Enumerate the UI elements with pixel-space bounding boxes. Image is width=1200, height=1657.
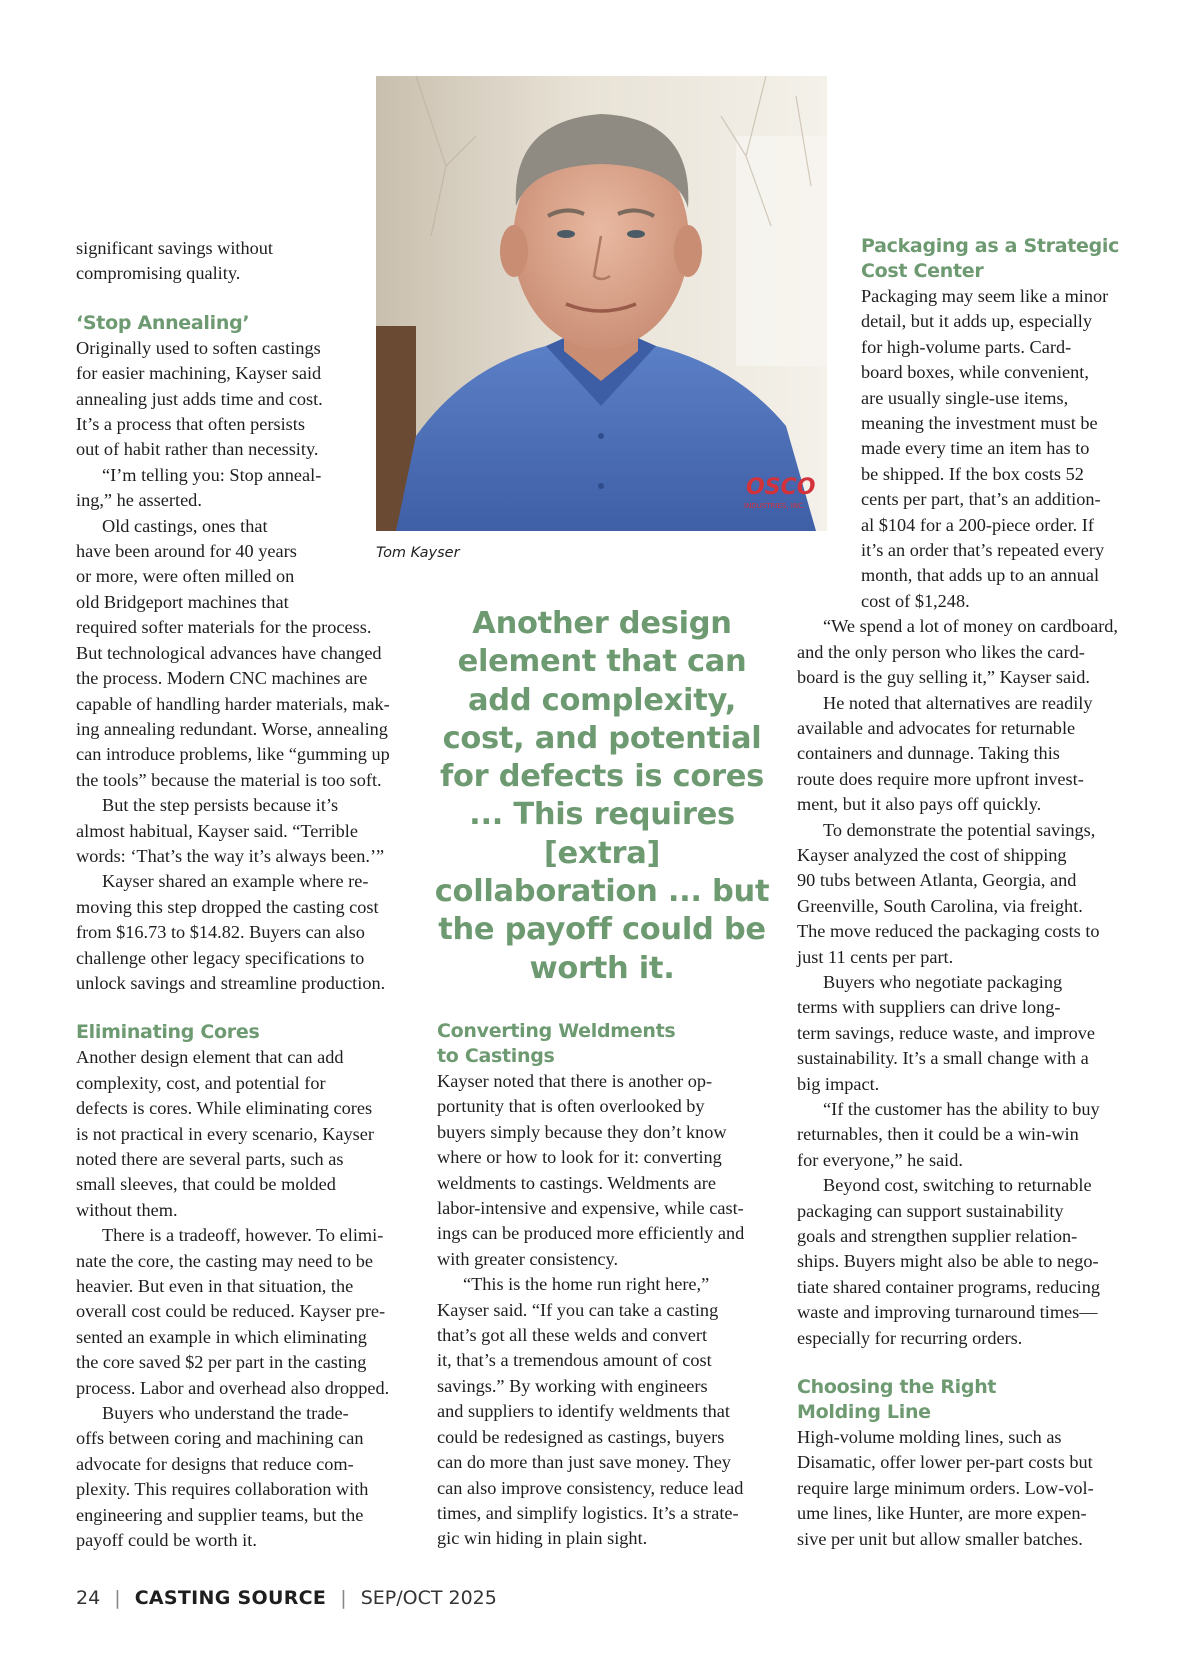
heading-line: Choosing the Right bbox=[797, 1376, 997, 1399]
page-footer bbox=[76, 1587, 497, 1609]
text-line: 90 tubs between Atlanta, Georgia, and bbox=[797, 870, 1077, 891]
text-line: board boxes, while convenient, bbox=[861, 362, 1089, 383]
text-line: “This is the home run right here,” bbox=[463, 1274, 710, 1295]
text-line: can introduce problems, like “gumming up bbox=[76, 744, 390, 765]
text-line: without them. bbox=[76, 1199, 178, 1220]
text-line: nate the core, the casting may need to be bbox=[76, 1250, 373, 1271]
text-line: could be redesigned as castings, buyers bbox=[437, 1426, 725, 1447]
text-line: The move reduced the packaging costs to bbox=[797, 921, 1100, 942]
text-line: To demonstrate the potential savings, bbox=[823, 819, 1096, 840]
intro-text bbox=[76, 236, 406, 287]
text-line: payoff could be worth it. bbox=[76, 1530, 257, 1551]
text-line: for high-volume parts. Card- bbox=[861, 336, 1072, 357]
text-line: Kayser noted that there is another op- bbox=[437, 1071, 713, 1091]
text-line: There is a tradeoff, however. To elimi- bbox=[102, 1225, 384, 1246]
paragraph bbox=[76, 514, 406, 616]
text-line: unlock savings and streamline production. bbox=[76, 972, 386, 993]
text-line: term savings, reduce waste, and improve bbox=[797, 1022, 1095, 1043]
text-line: goals and strengthen supplier relation- bbox=[797, 1226, 1078, 1247]
heading-line: Converting Weldments bbox=[437, 1020, 676, 1042]
paragraph bbox=[797, 1097, 1127, 1173]
issue-date: SEP/OCT 2025 bbox=[360, 1587, 497, 1609]
paragraph bbox=[797, 691, 1127, 818]
portrait-photo bbox=[376, 76, 827, 531]
text-line: moving this step dropped the casting cost bbox=[76, 896, 379, 917]
text-line: for easier machining, Kayser said bbox=[76, 363, 322, 384]
text-line: heavier. But even in that situation, the bbox=[76, 1276, 354, 1297]
text-line: or more, were often milled on bbox=[76, 566, 295, 587]
text-line: engineering and supplier teams, but the bbox=[76, 1504, 364, 1525]
text-line: available and advocates for returnable bbox=[797, 717, 1076, 738]
pull-quote: Another design element that can add complexity, cost, and potential for defects is cores ... This requires [extra] collaboration ... but the payoff could be worth it. bbox=[434, 606, 770, 986]
publication-name: CASTING SOURCE bbox=[134, 1587, 327, 1609]
text-line: ume lines, like Hunter, are more expen- bbox=[797, 1503, 1087, 1524]
text-line: But technological advances have changed bbox=[76, 642, 382, 663]
paragraph bbox=[76, 793, 406, 869]
text-line: savings.” By working with engineers bbox=[437, 1375, 708, 1396]
text-line: significant savings without bbox=[76, 238, 274, 258]
heading-line: Packaging as a Strategic bbox=[861, 235, 1120, 257]
text-line: Packaging may seem like a minor bbox=[861, 286, 1109, 306]
text-line: weldments to castings. Weldments are bbox=[437, 1172, 716, 1193]
text-line: words: ‘That’s the way it’s always been.’” bbox=[76, 845, 385, 866]
shirt-logo: OSCO bbox=[746, 475, 816, 500]
text-line: ing annealing redundant. Worse, annealing bbox=[76, 718, 388, 739]
text-line: ment, but it also pays off quickly. bbox=[797, 794, 1042, 815]
heading-line: Cost Center bbox=[861, 260, 984, 282]
text-line: overall cost could be reduced. Kayser pre- bbox=[76, 1301, 386, 1322]
text-line: waste and improving turnaround times— bbox=[797, 1302, 1098, 1323]
text-line: can also improve consistency, reduce lead bbox=[437, 1477, 744, 1498]
text-line: detail, but it adds up, especially bbox=[861, 311, 1092, 332]
text-line: are usually single-use items, bbox=[861, 387, 1069, 408]
text-line: especially for recurring orders. bbox=[797, 1327, 1023, 1348]
section-heading-eliminating-cores: Eliminating Cores bbox=[76, 1021, 260, 1044]
text-line: the process. Modern CNC machines are bbox=[76, 668, 368, 689]
photo-caption: Tom Kayser bbox=[376, 545, 460, 561]
paragraph bbox=[76, 1045, 406, 1223]
text-line: Old castings, ones that bbox=[102, 515, 268, 536]
text-line: returnables, then it could be a win-win bbox=[797, 1124, 1079, 1145]
text-line: big impact. bbox=[797, 1073, 880, 1094]
text-line: Kayser shared an example where re- bbox=[102, 871, 369, 892]
text-line: It’s a process that often persists bbox=[76, 414, 305, 435]
text-line: for everyone,” he said. bbox=[797, 1149, 963, 1170]
text-line: just 11 cents per part. bbox=[797, 946, 954, 967]
text-line: ings can be produced more efficiently and bbox=[437, 1223, 745, 1244]
paragraph bbox=[76, 615, 406, 793]
text-line: Buyers who negotiate packaging bbox=[823, 971, 1063, 992]
text-line: month, that adds up to an annual bbox=[861, 565, 1100, 586]
text-line: gic win hiding in plain sight. bbox=[437, 1528, 648, 1549]
text-line: containers and dunnage. Taking this bbox=[797, 743, 1060, 764]
text-line: He noted that alternatives are readily bbox=[823, 692, 1093, 713]
shirt-logo-sub: INDUSTRIES, INC. bbox=[744, 502, 806, 510]
paragraph bbox=[437, 1069, 767, 1272]
text-line: labor-intensive and expensive, while cast- bbox=[437, 1198, 744, 1219]
text-line: route does require more upfront invest- bbox=[797, 768, 1084, 789]
text-line: board is the guy selling it,” Kayser said. bbox=[797, 667, 1090, 688]
text-line: “We spend a lot of money on cardboard, bbox=[823, 616, 1118, 637]
paragraph bbox=[76, 1223, 406, 1401]
heading-line: Molding Line bbox=[797, 1401, 931, 1424]
text-line: offs between coring and machining can bbox=[76, 1428, 364, 1449]
text-line: sustainability. It’s a small change with a bbox=[797, 1048, 1089, 1069]
text-line: ing,” he asserted. bbox=[76, 490, 202, 511]
text-line: tiate shared container programs, reducing bbox=[797, 1276, 1101, 1297]
footer-separator: | bbox=[114, 1587, 121, 1609]
text-line: old Bridgeport machines that bbox=[76, 591, 289, 612]
text-line: it, that’s a tremendous amount of cost bbox=[437, 1350, 712, 1371]
text-line: that’s got all these welds and convert bbox=[437, 1325, 708, 1346]
text-line: challenge other legacy specifications to bbox=[76, 947, 365, 968]
text-line: Another design element that can add bbox=[76, 1047, 344, 1068]
text-line: almost habitual, Kayser said. “Terrible bbox=[76, 820, 358, 841]
section-heading-stop-annealing: ‘Stop Annealing’ bbox=[76, 311, 250, 334]
text-line: portunity that is often overlooked by bbox=[437, 1096, 705, 1117]
text-line: it’s an order that’s repeated every bbox=[861, 540, 1105, 561]
column-middle bbox=[437, 1019, 767, 1552]
paragraph bbox=[76, 463, 406, 514]
text-line: and the only person who likes the card- bbox=[797, 641, 1085, 662]
text-line: process. Labor and overhead also dropped. bbox=[76, 1377, 390, 1398]
text-line: from $16.73 to $14.82. Buyers can also bbox=[76, 922, 365, 943]
text-line: Originally used to soften castings bbox=[76, 337, 321, 358]
text-line: complexity, cost, and potential for bbox=[76, 1072, 326, 1093]
section-heading-converting-weldments bbox=[437, 1019, 767, 1069]
text-line: defects is cores. While eliminating cores bbox=[76, 1098, 373, 1119]
page-number: 24 bbox=[76, 1587, 101, 1609]
paragraph bbox=[76, 869, 406, 996]
text-line: But the step persists because it’s bbox=[102, 795, 339, 816]
text-line: “I’m telling you: Stop anneal- bbox=[102, 464, 322, 485]
paragraph bbox=[76, 336, 406, 463]
paragraph bbox=[797, 818, 1127, 970]
text-line: is not practical in every scenario, Kayser bbox=[76, 1123, 374, 1144]
text-line: annealing just adds time and cost. bbox=[76, 388, 323, 409]
text-line: required softer materials for the process. bbox=[76, 617, 372, 638]
text-line: “If the customer has the ability to buy bbox=[823, 1099, 1100, 1119]
text-line: plexity. This requires collaboration with bbox=[76, 1479, 369, 1500]
text-line: buyers simply because they don’t know bbox=[437, 1121, 727, 1142]
text-line: sive per unit but allow smaller batches. bbox=[797, 1528, 1083, 1549]
text-line: Kayser analyzed the cost of shipping bbox=[797, 844, 1067, 865]
text-line: Beyond cost, switching to returnable bbox=[823, 1175, 1092, 1196]
text-line: require large minimum orders. Low-vol- bbox=[797, 1477, 1094, 1498]
text-line: High-volume molding lines, such as bbox=[797, 1427, 1062, 1448]
text-line: small sleeves, that could be molded bbox=[76, 1174, 336, 1195]
text-line: Disamatic, offer lower per-part costs but bbox=[797, 1452, 1093, 1473]
text-line: can do more than just save money. They bbox=[437, 1452, 731, 1473]
text-line: made every time an item has to bbox=[861, 438, 1090, 459]
text-line: with greater consistency. bbox=[437, 1248, 619, 1269]
paragraph bbox=[797, 1173, 1127, 1351]
text-line: and suppliers to identify weldments that bbox=[437, 1401, 730, 1422]
text-line: where or how to look for it: converting bbox=[437, 1147, 722, 1168]
text-line: Kayser said. “If you can take a casting bbox=[437, 1299, 719, 1320]
text-line: cost of $1,248. bbox=[861, 590, 970, 611]
text-line: be shipped. If the box costs 52 bbox=[861, 463, 1084, 484]
paragraph bbox=[797, 970, 1127, 1097]
column-right bbox=[797, 234, 1127, 1552]
text-line: compromising quality. bbox=[76, 263, 241, 284]
text-line: advocate for designs that reduce com- bbox=[76, 1453, 354, 1474]
heading-line: to Castings bbox=[437, 1045, 555, 1067]
text-line: the core saved $2 per part in the casting bbox=[76, 1352, 367, 1373]
section-heading-packaging bbox=[861, 234, 1127, 284]
text-line: cents per part, that’s an addition- bbox=[861, 489, 1101, 510]
paragraph bbox=[861, 284, 1127, 614]
text-line: noted there are several parts, such as bbox=[76, 1149, 344, 1169]
text-line: capable of handling harder materials, mak- bbox=[76, 693, 390, 714]
text-line: the tools” because the material is too soft. bbox=[76, 769, 382, 790]
text-line: have been around for 40 years bbox=[76, 541, 297, 562]
paragraph bbox=[437, 1272, 767, 1551]
text-line: Greenville, South Carolina, via freight. bbox=[797, 895, 1083, 916]
paragraph bbox=[797, 614, 1127, 690]
text-line: times, and simplify logistics. It’s a strate- bbox=[437, 1502, 739, 1523]
text-line: al $104 for a 200-piece order. If bbox=[861, 514, 1094, 535]
section-heading-molding-line bbox=[797, 1375, 1127, 1425]
paragraph bbox=[76, 1401, 406, 1553]
text-line: out of habit rather than necessity. bbox=[76, 439, 319, 460]
paragraph bbox=[797, 1425, 1127, 1552]
text-line: meaning the investment must be bbox=[861, 413, 1098, 434]
text-line: terms with suppliers can drive long- bbox=[797, 997, 1061, 1018]
column-left bbox=[76, 236, 406, 1554]
text-line: sented an example in which eliminating bbox=[76, 1326, 367, 1347]
footer-separator: | bbox=[340, 1587, 347, 1609]
text-line: ships. Buyers might also be able to nego- bbox=[797, 1251, 1099, 1272]
text-line: packaging can support sustainability bbox=[797, 1200, 1064, 1221]
text-line: Buyers who understand the trade- bbox=[102, 1403, 349, 1424]
